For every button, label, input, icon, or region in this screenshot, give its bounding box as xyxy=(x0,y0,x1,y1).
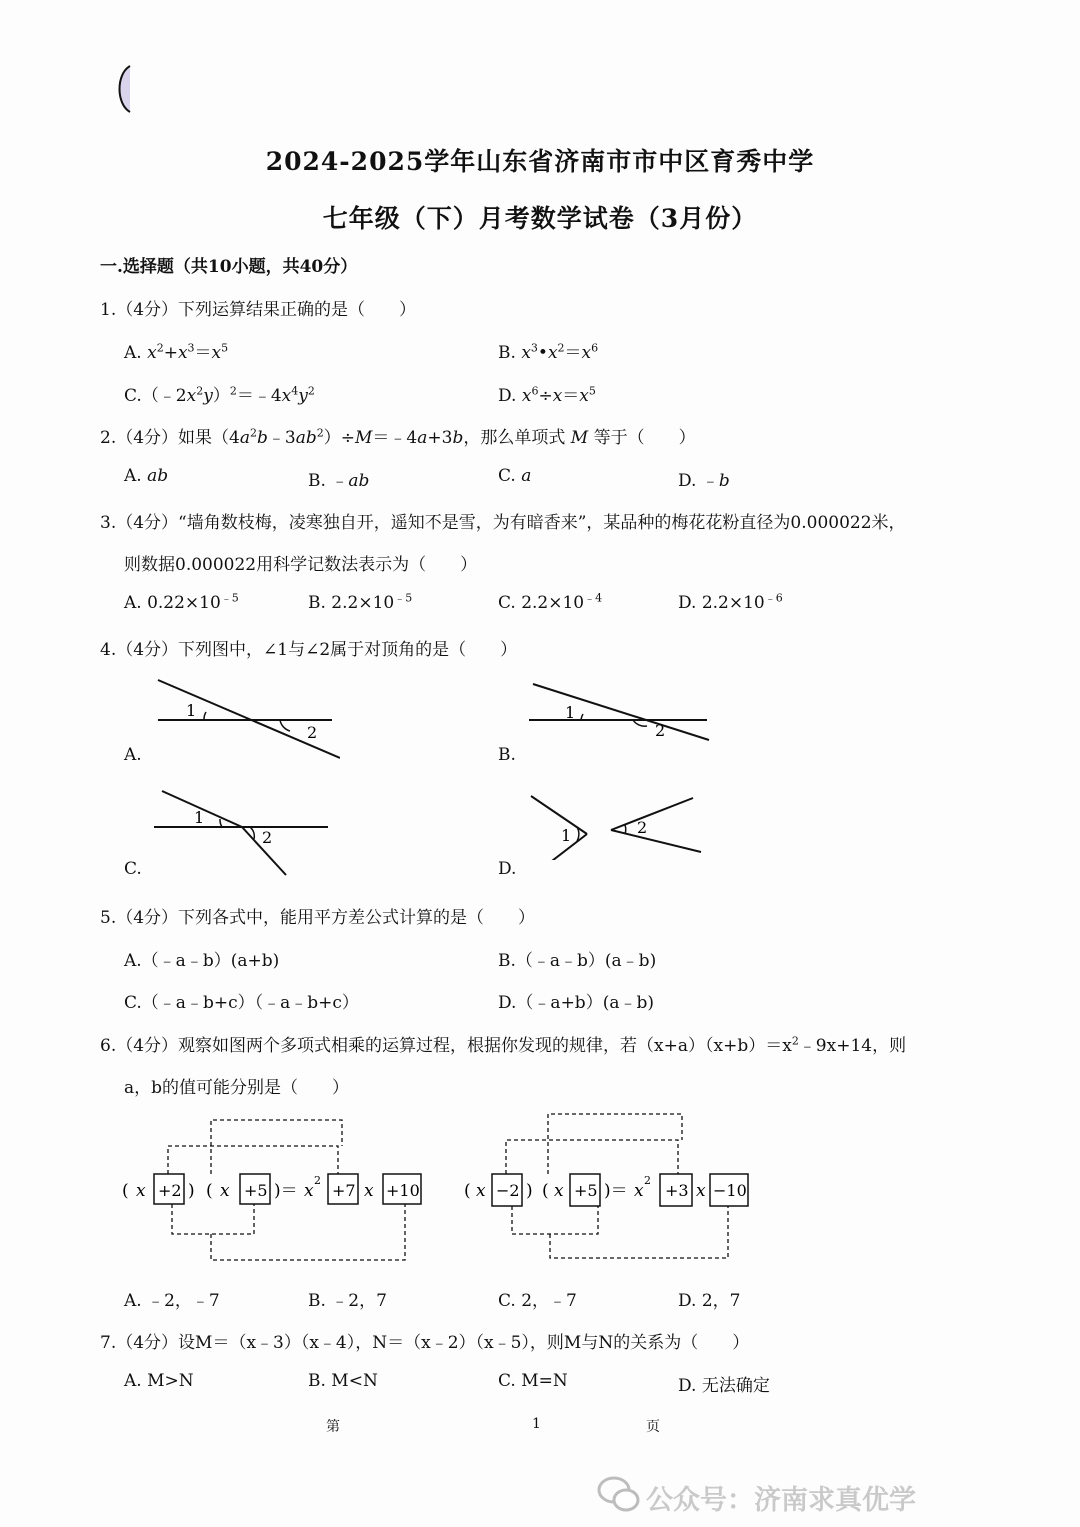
q6f1-box4: +10 xyxy=(386,1181,420,1200)
q6-option-c: C. 2，﹣7 xyxy=(498,1291,577,1311)
svg-text:x: x xyxy=(220,1181,230,1201)
q4-stem: 4.（4分）下列图中，∠1与∠2属于对顶角的是（ ） xyxy=(100,640,518,660)
q4b-angle-2: 2 xyxy=(655,721,666,740)
q4-figure-b xyxy=(525,676,715,771)
svg-text:x: x xyxy=(696,1181,706,1201)
q3-stem-line2: 则数据0.000022用科学记数法表示为（ ） xyxy=(124,555,478,575)
svg-text:(: ( xyxy=(542,1181,549,1201)
q3-option-a: A. $0.22\times 10^{﹣5}$ xyxy=(124,591,239,613)
q7-option-b: B. M<N xyxy=(308,1371,378,1391)
q6-option-a: A. ﹣2，﹣7 xyxy=(124,1291,220,1311)
q3-option-b: B. $2.2\times 10^{﹣5}$ xyxy=(308,591,413,613)
footer-page-number: 1 xyxy=(532,1416,541,1432)
q6f2-box3: +3 xyxy=(665,1181,689,1200)
q1-option-c: $C.(﹣2x^2y)^2=﹣4x^4y^2$ xyxy=(124,384,315,406)
q3-option-c: C. $2.2\times 10^{﹣4}$ xyxy=(498,591,603,613)
title-line-1: 2024-2025学年山东省济南市市中区育秀中学 xyxy=(265,147,815,176)
q2-option-d: D. ﹣b xyxy=(678,471,730,491)
q1-option-b: B. $x^3•x^2=x^6$ xyxy=(498,341,599,363)
svg-text:x: x xyxy=(136,1181,146,1201)
q1-option-d: D. $x^6\div x=x^5$ xyxy=(498,384,596,406)
svg-text:)＝: )＝ xyxy=(274,1181,298,1201)
q4d-angle-1: 1 xyxy=(561,826,572,845)
q6-option-d: D. 2，7 xyxy=(678,1291,741,1311)
svg-text:(: ( xyxy=(122,1181,129,1201)
q5-option-c: C.（﹣a﹣b+c）（﹣a﹣b+c） xyxy=(124,993,359,1013)
svg-text:): ) xyxy=(188,1181,195,1201)
wechat-icon xyxy=(596,1474,642,1514)
q4a-angle-1: 1 xyxy=(186,701,197,720)
q2-stem: 2.（4分）如果$(4a^2b﹣3ab^2)\div M=﹣4a+3b$，那么单项式 M 等于（ ） xyxy=(100,426,696,448)
watermark-text: 公众号：济南求真优学 xyxy=(646,1485,916,1516)
section-heading: 一.选择题（共10小题，共40分） xyxy=(100,257,358,277)
svg-text:(: ( xyxy=(206,1181,213,1201)
q2-option-c: C. a xyxy=(498,466,532,486)
q7-option-d: D. 无法确定 xyxy=(678,1376,770,1396)
q5-option-b: B.（﹣a﹣b）(a﹣b) xyxy=(498,951,657,971)
svg-text:x: x xyxy=(304,1181,314,1201)
q6-stem-line1: 6.（4分）观察如图两个多项式相乘的运算过程，根据你发现的规律，若$(x+a)(x+b)=x^2﹣9x+14$，则 xyxy=(100,1034,907,1056)
q3-stem-line1: 3.（4分）“墙角数枝梅，凌寒独自开，遥知不是雪，为有暗香来”，某品种的梅花花粉直径为0.000022米， xyxy=(100,513,906,533)
q4-option-b: B. xyxy=(498,745,516,765)
q6-figure-2 xyxy=(462,1110,762,1262)
q6-figure-1 xyxy=(118,1112,438,1262)
svg-text:2: 2 xyxy=(644,1174,651,1187)
q2-option-a: A. ab xyxy=(124,466,169,486)
footer-left: 第 xyxy=(326,1419,340,1435)
q1-stem: 1.（4分）下列运算结果正确的是（ ） xyxy=(100,300,417,320)
svg-text:(: ( xyxy=(464,1181,471,1201)
q4-option-d: D. xyxy=(498,859,517,879)
q4d-angle-2: 2 xyxy=(637,818,648,837)
q7-option-c: C. M=N xyxy=(498,1371,568,1391)
svg-text:x: x xyxy=(364,1181,374,1201)
q4c-angle-2: 2 xyxy=(262,828,273,847)
q1-option-a: A. $x^2+x^3=x^5$ xyxy=(124,341,229,363)
svg-text:)＝: )＝ xyxy=(604,1181,628,1201)
binding-mark xyxy=(112,64,136,114)
q6-option-b: B. ﹣2，7 xyxy=(308,1291,387,1311)
q4-option-a: A. xyxy=(124,745,142,765)
q7-stem: 7.（4分）设M＝（x﹣3）（x﹣4），N＝（x﹣2）（x﹣5），则M与N的关系为（ ） xyxy=(100,1333,750,1353)
q6f1-box2: +5 xyxy=(244,1181,268,1200)
q4-figure-d xyxy=(525,790,710,860)
title-line-2: 七年级（下）月考数学试卷（3月份） xyxy=(322,204,758,233)
q4c-angle-1: 1 xyxy=(194,808,205,827)
q4-figure-a xyxy=(150,672,340,767)
q6f2-box2: +5 xyxy=(574,1181,598,1200)
q6f1-box3: +7 xyxy=(332,1181,356,1200)
q4b-angle-1: 1 xyxy=(565,703,576,722)
q3-option-d: D. $2.2\times 10^{﹣6}$ xyxy=(678,591,783,613)
svg-text:x: x xyxy=(554,1181,564,1201)
footer-right: 页 xyxy=(646,1419,660,1435)
svg-text:2: 2 xyxy=(314,1174,321,1187)
q6-stem-line2: a，b的值可能分别是（ ） xyxy=(124,1078,350,1098)
q5-option-d: D.（﹣a+b）(a﹣b) xyxy=(498,993,654,1013)
q7-option-a: A. M>N xyxy=(124,1371,194,1391)
svg-text:x: x xyxy=(476,1181,486,1201)
q4-option-c: C. xyxy=(124,859,142,879)
q2-option-b: B. ﹣ab xyxy=(308,471,370,491)
q5-stem: 5.（4分）下列各式中，能用平方差公式计算的是（ ） xyxy=(100,908,536,928)
q5-option-a: A.（﹣a﹣b）(a+b) xyxy=(124,951,280,971)
svg-text:): ) xyxy=(526,1181,533,1201)
q6f2-box4: −10 xyxy=(713,1181,747,1200)
svg-text:x: x xyxy=(634,1181,644,1201)
q6f2-box1: −2 xyxy=(496,1181,520,1200)
q4-figure-c xyxy=(150,785,340,880)
q6f1-box1: +2 xyxy=(158,1181,182,1200)
q4a-angle-2: 2 xyxy=(307,723,318,742)
